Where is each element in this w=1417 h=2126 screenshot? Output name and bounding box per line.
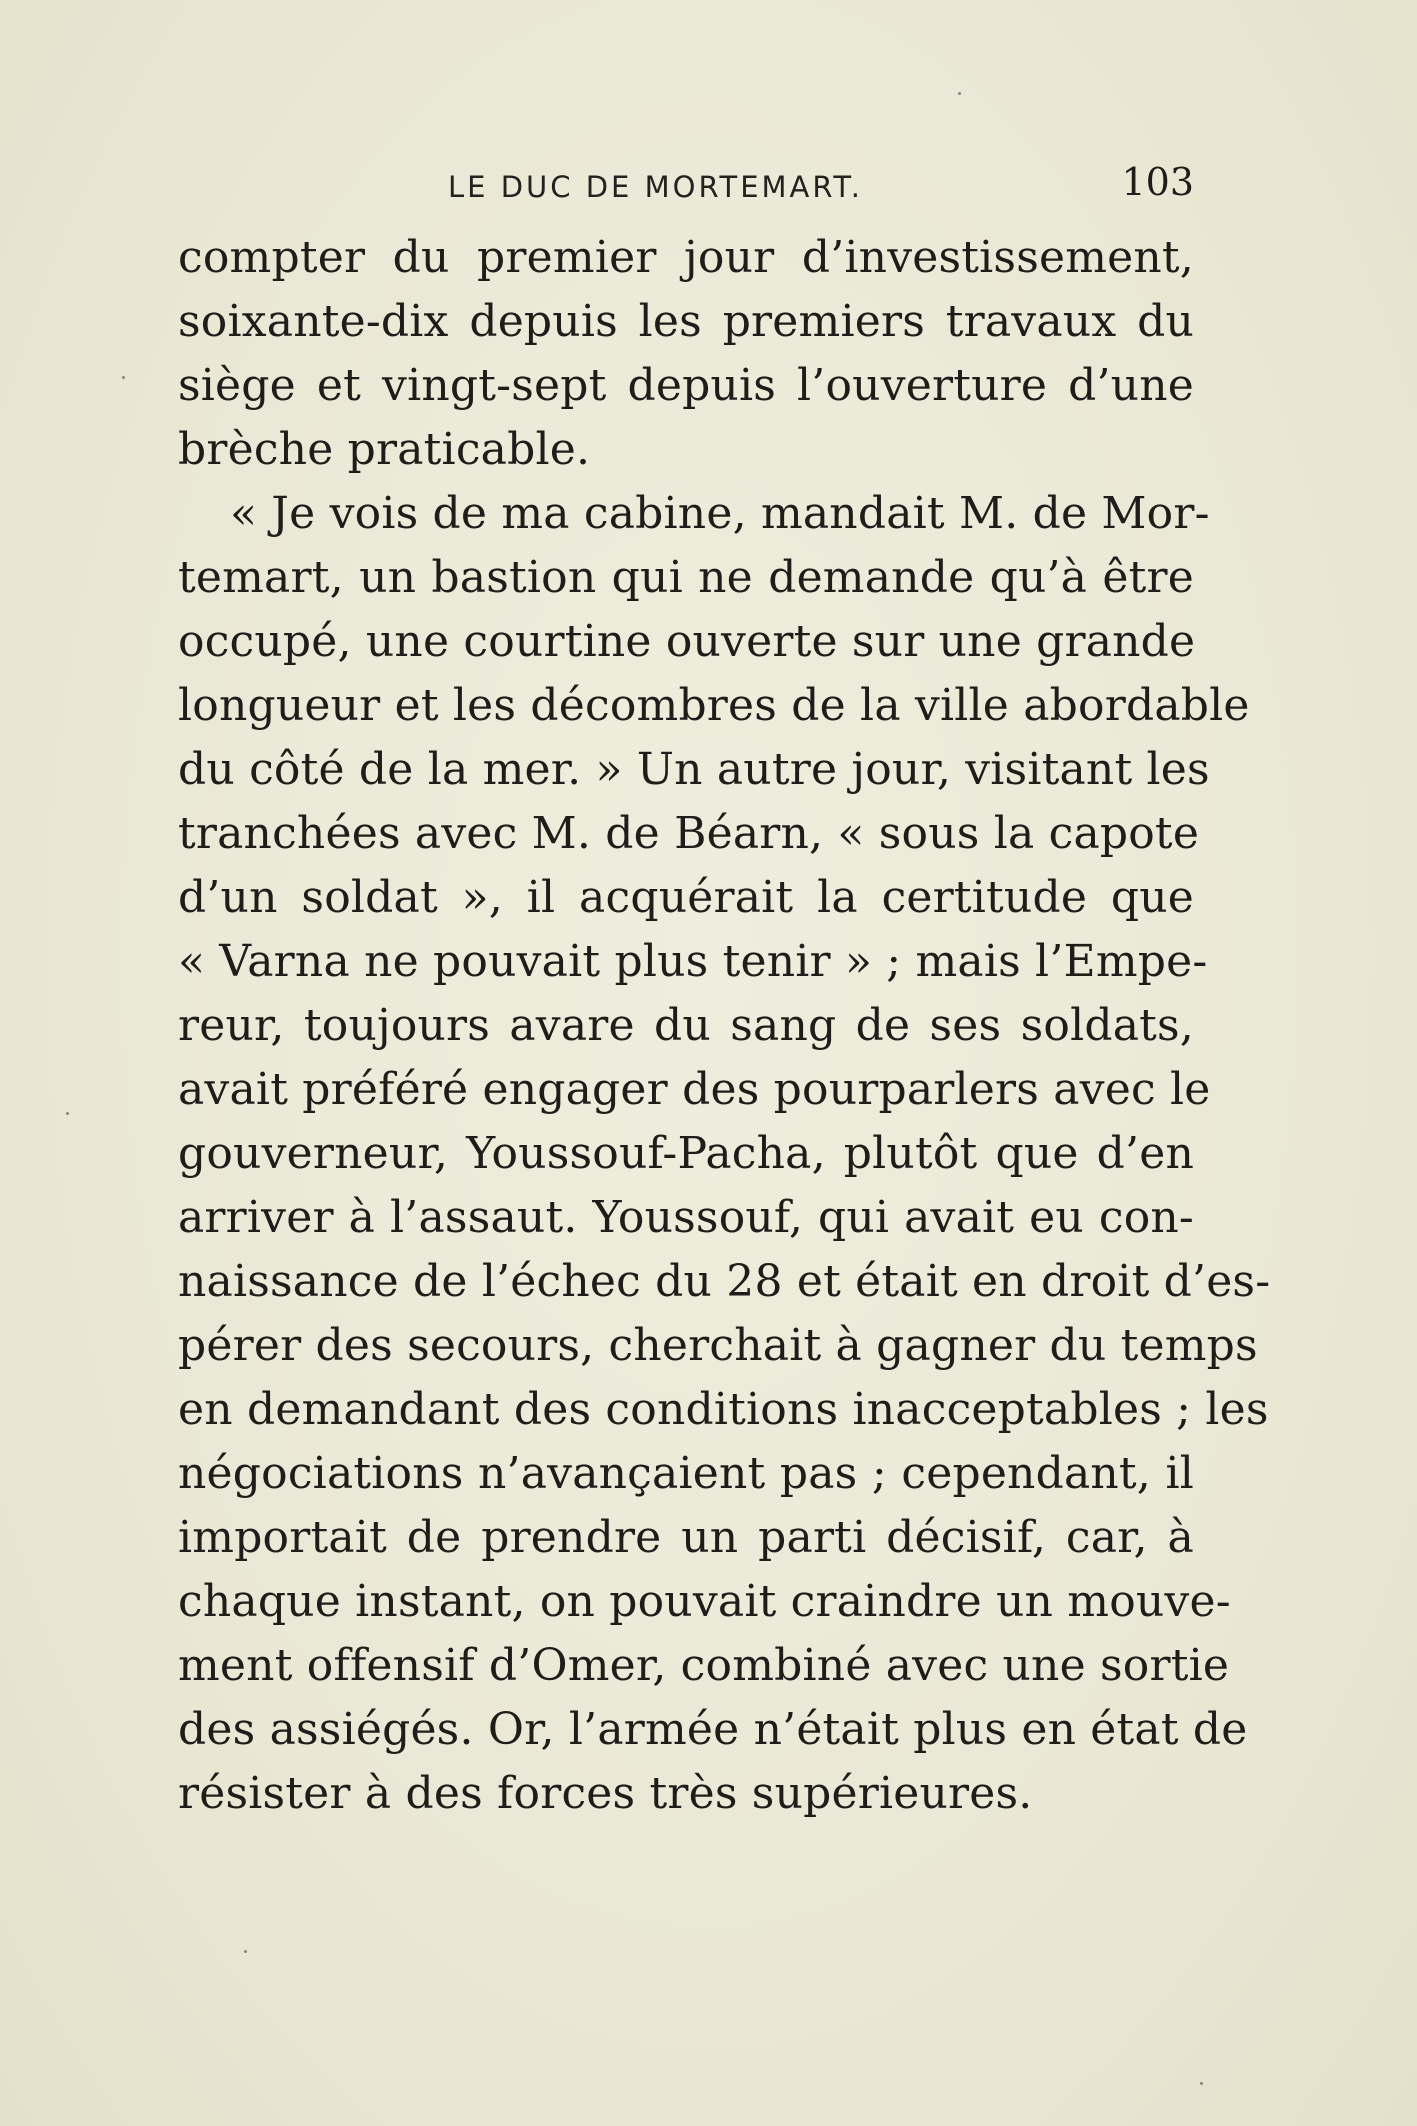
text-line: du côté de la mer. » Un autre jour, visitant les: [178, 744, 1210, 795]
paper-speck: [122, 376, 125, 379]
running-title: LE DUC DE MORTEMART.: [448, 170, 863, 204]
text-line: en demandant des conditions inacceptables ; les: [178, 1384, 1269, 1435]
text-line: « Je vois de ma cabine, mandait M. de Mor-: [230, 488, 1210, 539]
text-line: d’un soldat », il acquérait la certitude que: [178, 872, 1194, 923]
paper-speck: [244, 1950, 247, 1953]
text-line: arriver à l’assaut. Youssouf, qui avait eu con-: [178, 1192, 1194, 1243]
text-line: soixante-dix depuis les premiers travaux du: [178, 296, 1194, 347]
text-line: compter du premier jour d’investissement,: [178, 232, 1194, 283]
text-line: tranchées avec M. de Béarn, « sous la capote: [178, 808, 1200, 859]
page-number: 103: [1121, 160, 1194, 204]
text-line: gouverneur, Youssouf-Pacha, plutôt que d’en: [178, 1128, 1194, 1179]
text-line: brèche praticable.: [178, 424, 591, 475]
text-line: reur, toujours avare du sang de ses soldats,: [178, 1000, 1194, 1051]
running-head: [178, 160, 1194, 210]
text-line: avait préféré engager des pourparlers avec le: [178, 1064, 1211, 1115]
body-text: [178, 226, 1271, 1826]
text-line: occupé, une courtine ouverte sur une grande: [178, 616, 1196, 667]
paper-speck: [958, 92, 961, 95]
text-line: résister à des forces très supérieures.: [178, 1768, 1033, 1819]
text-line: des assiégés. Or, l’armée n’était plus en état de: [178, 1704, 1248, 1755]
text-line: chaque instant, on pouvait craindre un mouve-: [178, 1576, 1231, 1627]
text-line: naissance de l’échec du 28 et était en droit d’es-: [178, 1256, 1271, 1307]
text-line: temart, un bastion qui ne demande qu’à être: [178, 552, 1194, 603]
text-line: longueur et les décombres de la ville abordable: [178, 680, 1250, 731]
text-line: importait de prendre un parti décisif, car, à: [178, 1512, 1194, 1563]
text-line: « Varna ne pouvait plus tenir » ; mais l’Empe-: [178, 936, 1208, 987]
paper-speck: [66, 1112, 69, 1115]
text-line: ment offensif d’Omer, combiné avec une sortie: [178, 1640, 1230, 1691]
text-line: siège et vingt-sept depuis l’ouverture d’une: [178, 360, 1194, 411]
paper-speck: [1200, 2082, 1203, 2085]
text-line: pérer des secours, cherchait à gagner du temps: [178, 1320, 1258, 1371]
text-line: négociations n’avançaient pas ; cependant, il: [178, 1448, 1194, 1499]
